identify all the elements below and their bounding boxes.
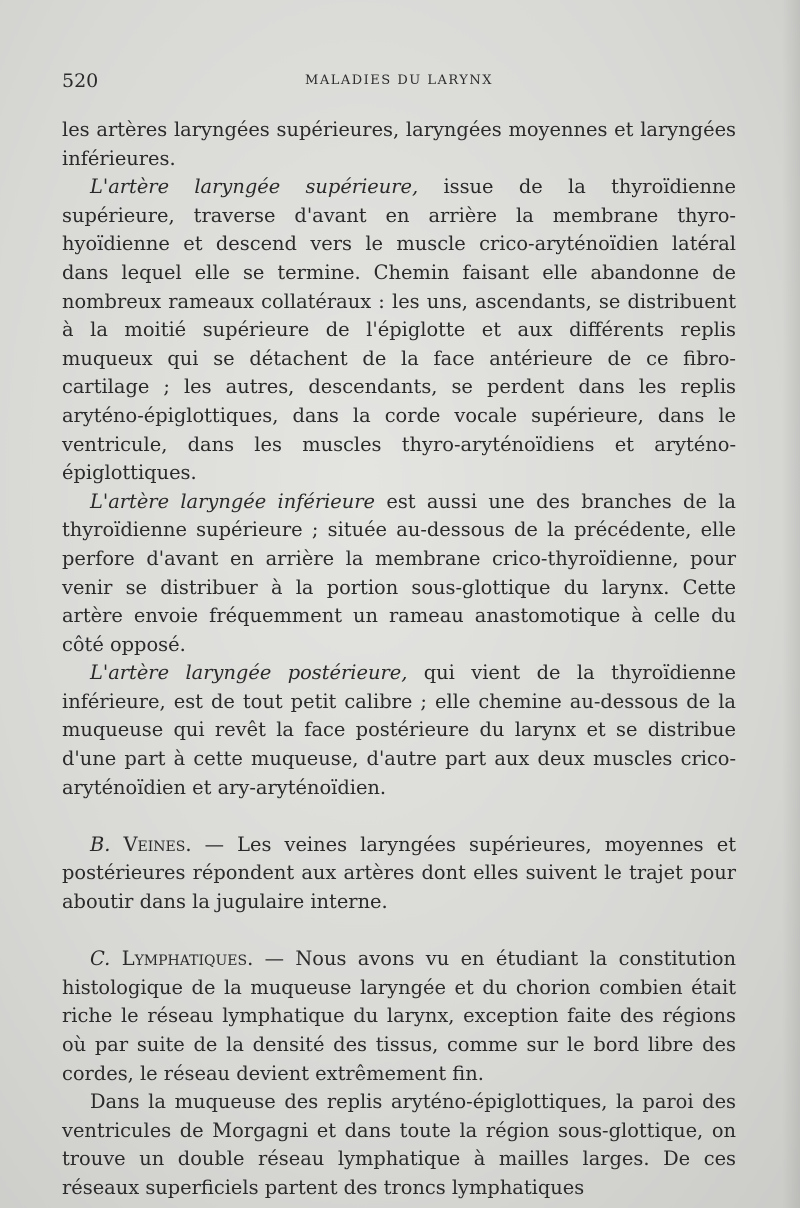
body-text — [62, 116, 736, 1203]
paragraph-superior-artery: L'artère laryngée supérieure, issue de la thyroïdienne supérieure, traverse d'avant en arrière la membrane thyro-hyoïdienne et descend vers le muscle crico-aryténoïdien latéral dans lequel elle se termine. Chemin faisant elle abandonne de nombreux rameaux collatéraux : les uns, ascendants, se distribuent à la moitié supérieure de l'épiglotte et aux différents replis muqueux qui se détachent de la face antérieure de ce fibro-cartilage ; les autres, descendants, se perdent dans les replis aryténo-épiglottiques, dans la corde vocale supérieure, dans le ventricule, dans les muscles thyro-aryténoïdiens et aryténo-épiglottiques. — [62, 175, 736, 485]
paragraph-posterior-artery: L'artère laryngée postérieure, qui vient de la thyroïdienne inférieure, est de tout petit calibre ; elle chemine au-dessous de la muqueuse qui revêt la face postérieure du larynx et se distribue d'une part à cette muqueuse, d'autre part aux deux muscles crico-aryténoïdien et ary-aryténoïdien. — [62, 661, 736, 799]
page-header — [62, 70, 736, 94]
paragraph-lymph-network: Dans la muqueuse des replis aryténo-épiglottiques, la paroi des ventricules de Morgagni et dans toute la région sous-glottique, on trouve un double réseau lymphatique à mailles larges. De ces réseaux superficiels partent des troncs lymphatiques — [62, 1090, 736, 1199]
section-c-title: Lymphatiques. — [121, 947, 254, 971]
paragraph-inferior-artery: L'artère laryngée inférieure est aussi une des branches de la thyroïdienne supérieure ; située au-dessous de la précédente, elle perfore d'avant en arrière la membrane crico-thyroïdienne, pour venir se distribuer à la portion sous-glottique du larynx. Cette artère envoie fréquemment un rameau anastomotique à celle du côté opposé. — [62, 489, 736, 656]
section-c-letter: C. — [90, 947, 111, 971]
section-b-title: Veines. — [123, 832, 192, 856]
running-title: MALADIES DU LARYNX — [305, 73, 493, 88]
term-posterior-artery: L'artère laryngée postérieure, — [90, 661, 408, 685]
paragraph-intro: les artères laryngées supérieures, laryngées moyennes et laryngées inférieures. — [62, 118, 736, 170]
section-b-letter: B. — [90, 832, 111, 856]
page-number: 520 — [62, 70, 99, 92]
section-veins: B. Veines. — Les veines laryngées supérieures, moyennes et postérieures répondent aux artères dont elles suivent le trajet pour aboutir dans la jugulaire interne. — [62, 832, 736, 914]
term-superior-artery: L'artère laryngée supérieure, — [90, 175, 419, 199]
term-inferior-artery: L'artère laryngée inférieure — [90, 489, 376, 513]
section-lymphatics: C. Lymphatiques. — Nous avons vu en étudiant la constitution histologique de la muqueuse laryngée et du chorion combien était riche le réseau lymphatique du larynx, exception faite des régions où par suite de la densité des tissus, comme sur le bord libre des cordes, le réseau devient extrêmement fin. — [62, 947, 736, 1085]
